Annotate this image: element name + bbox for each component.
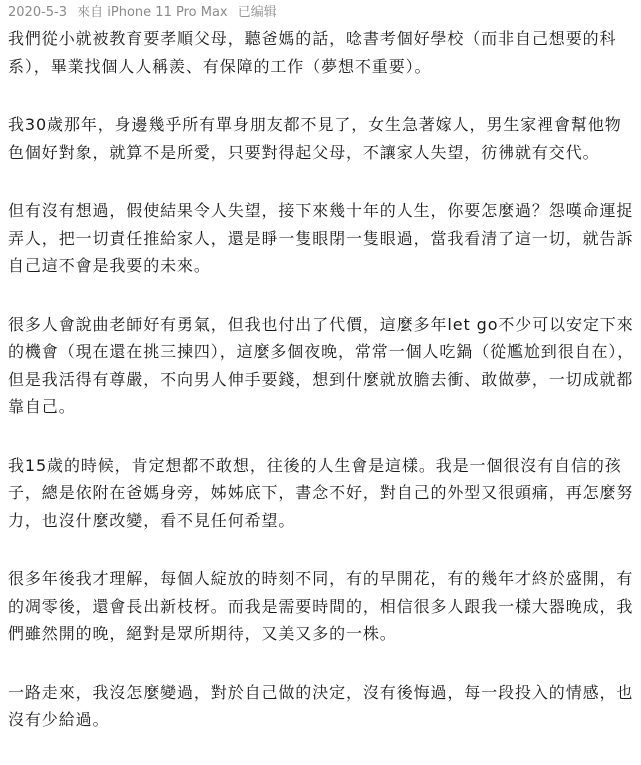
post-edited-label: 已编辑 [237,5,277,20]
post-content [8,0,638,765]
post-paragraph-2: 我30歲那年，身邊幾乎所有單身朋友都不見了，女生急著嫁人，男生家裡會幫他物色個好對象，就算不是所愛，只要對得起父母，不讓家人失望，彷彿就有交代。 [8,115,622,162]
post-date: 2020-5-3 [8,5,68,20]
post-paragraph-4: 很多人會說曲老師好有勇氣，但我也付出了代價，這麼多年let go不少可以安定下來的機會（現在還在挑三揀四），這麼多個夜晚，常常一個人吃鍋（從尷尬到很自在），但是我活得有尊嚴，不向男人伸手要錢，想到什麼就放膽去衝、敢做夢，一切成就都靠自己。 [8,314,635,416]
post-paragraph-1: 我們從小就被教育要孝順父母，聽爸媽的話，唸書考個好學校（而非自己想要的科系），畢業找個人人稱羨、有保障的工作（夢想不重要）。 [8,29,617,76]
post-meta [8,0,638,25]
post-paragraph-3: 但有沒有想過，假使結果令人失望，接下來幾十年的人生，你要怎麼過？怨嘆命運捉弄人，把一切責任推給家人，還是睜一隻眼閉一隻眼過，當我看清了這一切，就告訴自己這不會是我要的未來。 [8,201,634,275]
post-paragraph-7: 一路走來，我沒怎麼變過，對於自己做的決定，沒有後悔過，每一段投入的情感，也沒有少給過。 [8,682,634,729]
post-paragraph-6: 很多年後我才理解，每個人綻放的時刻不同，有的早開花，有的幾年才終於盛開，有的凋零後，還會長出新枝枒。而我是需要時間的，相信很多人跟我一樣大器晚成，我們雖然開的晚，絕對是眾所期待，又美又多的一株。 [8,569,634,643]
post-paragraph-5: 我15歲的時候，肯定想都不敢想，往後的人生會是這樣。我是一個很沒有自信的孩子，總是依附在爸媽身旁，姊姊底下，書念不好，對自己的外型又很頭痛，再怎麼努力，也沒什麼改變，看不見任何希望。 [8,455,634,530]
post-source: 來自 iPhone 11 Pro Max [77,5,228,20]
